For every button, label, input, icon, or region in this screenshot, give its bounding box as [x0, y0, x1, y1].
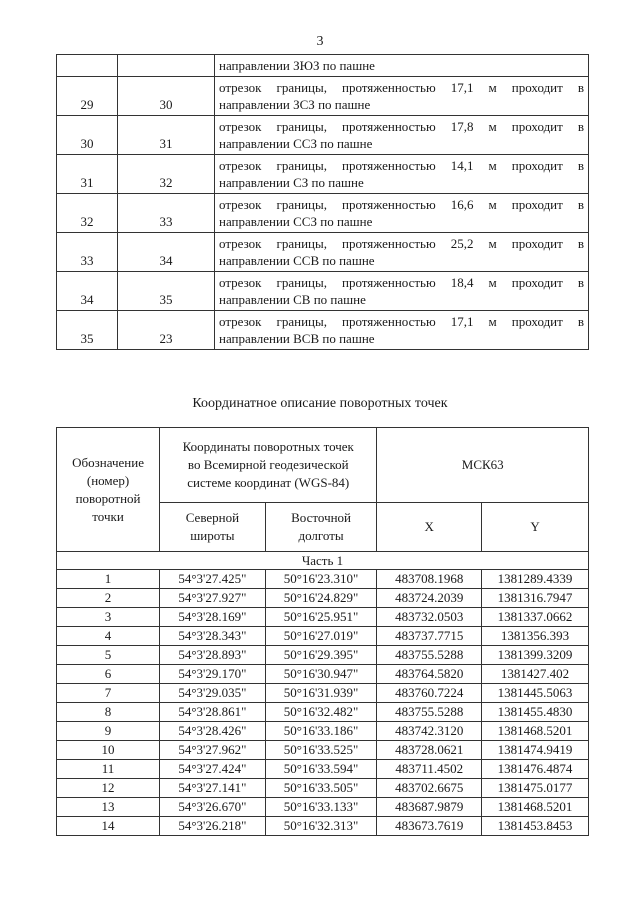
- longitude-value: 50°16'27.019": [265, 627, 377, 646]
- latitude-value: 54°3'28.893": [160, 646, 266, 665]
- point-id: 14: [57, 817, 160, 836]
- point-id: 1: [57, 570, 160, 589]
- segment-from-point: 30: [57, 116, 118, 155]
- y-value: 1381427.402: [482, 665, 589, 684]
- y-value: 1381453.8453: [482, 817, 589, 836]
- latitude-value: 54°3'26.218": [160, 817, 266, 836]
- table-row: [57, 779, 589, 798]
- y-value: 1381474.9419: [482, 741, 589, 760]
- table-row: [57, 627, 589, 646]
- header-x: X: [377, 503, 482, 552]
- point-id: 2: [57, 589, 160, 608]
- longitude-value: 50°16'33.133": [265, 798, 377, 817]
- segment-description-line: направлении ССЗ по пашне: [219, 214, 373, 229]
- latitude-value: 54°3'28.861": [160, 703, 266, 722]
- longitude-value: 50°16'33.505": [265, 779, 377, 798]
- coordinates-table: [56, 427, 589, 836]
- table-row: [57, 646, 589, 665]
- x-value: 483737.7715: [377, 627, 482, 646]
- latitude-value: 54°3'27.141": [160, 779, 266, 798]
- segment-description-line: отрезок границы, протяженностью 17,1 м проходит в: [219, 80, 584, 95]
- segment-description: [215, 77, 589, 116]
- x-value: 483755.5288: [377, 646, 482, 665]
- latitude-value: 54°3'27.927": [160, 589, 266, 608]
- segment-from-point: 29: [57, 77, 118, 116]
- y-value: 1381337.0662: [482, 608, 589, 627]
- table-row: [57, 116, 589, 155]
- x-value: 483711.4502: [377, 760, 482, 779]
- segment-description-line: направлении ССЗ по пашне: [219, 136, 373, 151]
- y-value: 1381316.7947: [482, 589, 589, 608]
- latitude-value: 54°3'27.424": [160, 760, 266, 779]
- point-id: 4: [57, 627, 160, 646]
- x-value: 483728.0621: [377, 741, 482, 760]
- y-value: 1381289.4339: [482, 570, 589, 589]
- point-id: 13: [57, 798, 160, 817]
- latitude-value: 54°3'27.962": [160, 741, 266, 760]
- point-id: 9: [57, 722, 160, 741]
- y-value: 1381356.393: [482, 627, 589, 646]
- table-row: [57, 570, 589, 589]
- table-row: [57, 194, 589, 233]
- segment-description-line: отрезок границы, протяженностью 18,4 м проходит в: [219, 275, 584, 290]
- x-value: 483760.7224: [377, 684, 482, 703]
- part-row: [57, 552, 589, 570]
- table-row: [57, 311, 589, 350]
- table-row: [57, 155, 589, 194]
- segment-description-line: направлении СЗ по пашне: [219, 175, 364, 190]
- table-row: [57, 272, 589, 311]
- header-row: [57, 428, 589, 503]
- x-value: 483732.0503: [377, 608, 482, 627]
- table-row: [57, 817, 589, 836]
- header-wgs-group: Координаты поворотных точек во Всемирной геодезической системе координат (WGS-84): [160, 428, 377, 503]
- y-value: 1381476.4874: [482, 760, 589, 779]
- table-row: [57, 589, 589, 608]
- segment-description: [215, 116, 589, 155]
- part-label: Часть 1: [57, 552, 589, 570]
- x-value: 483755.5288: [377, 703, 482, 722]
- point-id: 3: [57, 608, 160, 627]
- longitude-value: 50°16'31.939": [265, 684, 377, 703]
- segment-to-point: 30: [118, 77, 215, 116]
- segment-from-point: 35: [57, 311, 118, 350]
- point-id: 10: [57, 741, 160, 760]
- table-row: [57, 233, 589, 272]
- segment-from-point: 34: [57, 272, 118, 311]
- table-cell: [118, 55, 215, 77]
- point-id: 7: [57, 684, 160, 703]
- longitude-value: 50°16'23.310": [265, 570, 377, 589]
- longitude-value: 50°16'32.482": [265, 703, 377, 722]
- segment-to-point: 31: [118, 116, 215, 155]
- segment-to-point: 35: [118, 272, 215, 311]
- table-row: [57, 684, 589, 703]
- longitude-value: 50°16'33.525": [265, 741, 377, 760]
- latitude-value: 54°3'29.035": [160, 684, 266, 703]
- longitude-value: 50°16'30.947": [265, 665, 377, 684]
- point-id: 5: [57, 646, 160, 665]
- section-title: Координатное описание поворотных точек: [192, 396, 448, 411]
- latitude-value: 54°3'28.343": [160, 627, 266, 646]
- x-value: 483708.1968: [377, 570, 482, 589]
- latitude-value: 54°3'26.670": [160, 798, 266, 817]
- x-value: 483702.6675: [377, 779, 482, 798]
- segment-description-line: направлении ВСВ по пашне: [219, 331, 375, 346]
- segment-description: [215, 233, 589, 272]
- y-value: 1381475.0177: [482, 779, 589, 798]
- table-row: [57, 722, 589, 741]
- boundary-segments-table: [56, 54, 589, 350]
- segment-description-line: направлении ЗСЗ по пашне: [219, 97, 371, 112]
- latitude-value: 54°3'27.425": [160, 570, 266, 589]
- header-lon: Восточной долготы: [265, 503, 377, 552]
- segment-description-line: отрезок границы, протяженностью 17,8 м проходит в: [219, 119, 584, 134]
- segment-description: направлении ЗЮЗ по пашне: [215, 55, 589, 77]
- segment-description: [215, 272, 589, 311]
- segment-description-line: направлении СВ по пашне: [219, 292, 366, 307]
- x-value: 483724.2039: [377, 589, 482, 608]
- segment-to-point: 23: [118, 311, 215, 350]
- segment-description-line: отрезок границы, протяженностью 17,1 м проходит в: [219, 314, 584, 329]
- header-y: Y: [482, 503, 589, 552]
- table-row: [57, 77, 589, 116]
- latitude-value: 54°3'29.170": [160, 665, 266, 684]
- segment-description-line: отрезок границы, протяженностью 14,1 м проходит в: [219, 158, 584, 173]
- segment-to-point: 32: [118, 155, 215, 194]
- table-cell: [57, 55, 118, 77]
- latitude-value: 54°3'28.426": [160, 722, 266, 741]
- table-row: [57, 608, 589, 627]
- table-row: [57, 741, 589, 760]
- x-value: 483742.3120: [377, 722, 482, 741]
- table-row: [57, 703, 589, 722]
- table-row: [57, 665, 589, 684]
- y-value: 1381468.5201: [482, 722, 589, 741]
- y-value: 1381445.5063: [482, 684, 589, 703]
- segment-description-line: направлении ССВ по пашне: [219, 253, 375, 268]
- x-value: 483764.5820: [377, 665, 482, 684]
- segment-description: [215, 194, 589, 233]
- table-row: [57, 760, 589, 779]
- segment-from-point: 33: [57, 233, 118, 272]
- longitude-value: 50°16'33.594": [265, 760, 377, 779]
- table-row: [57, 55, 589, 77]
- y-value: 1381399.3209: [482, 646, 589, 665]
- y-value: 1381468.5201: [482, 798, 589, 817]
- table-row: [57, 798, 589, 817]
- longitude-value: 50°16'32.313": [265, 817, 377, 836]
- segment-from-point: 31: [57, 155, 118, 194]
- latitude-value: 54°3'28.169": [160, 608, 266, 627]
- segment-description: [215, 155, 589, 194]
- segment-description-line: отрезок границы, протяженностью 16,6 м проходит в: [219, 197, 584, 212]
- point-id: 6: [57, 665, 160, 684]
- header-msk-group: МСК63: [377, 428, 589, 503]
- header-lat: Северной широты: [160, 503, 266, 552]
- segment-description-line: отрезок границы, протяженностью 25,2 м проходит в: [219, 236, 584, 251]
- segment-from-point: 32: [57, 194, 118, 233]
- segment-description: [215, 311, 589, 350]
- longitude-value: 50°16'24.829": [265, 589, 377, 608]
- header-point-id: Обозначение (номер) поворотной точки: [57, 428, 160, 552]
- x-value: 483673.7619: [377, 817, 482, 836]
- longitude-value: 50°16'29.395": [265, 646, 377, 665]
- x-value: 483687.9879: [377, 798, 482, 817]
- longitude-value: 50°16'33.186": [265, 722, 377, 741]
- segment-to-point: 33: [118, 194, 215, 233]
- longitude-value: 50°16'25.951": [265, 608, 377, 627]
- point-id: 12: [57, 779, 160, 798]
- point-id: 11: [57, 760, 160, 779]
- point-id: 8: [57, 703, 160, 722]
- y-value: 1381455.4830: [482, 703, 589, 722]
- page-number: 3: [316, 34, 324, 49]
- segment-to-point: 34: [118, 233, 215, 272]
